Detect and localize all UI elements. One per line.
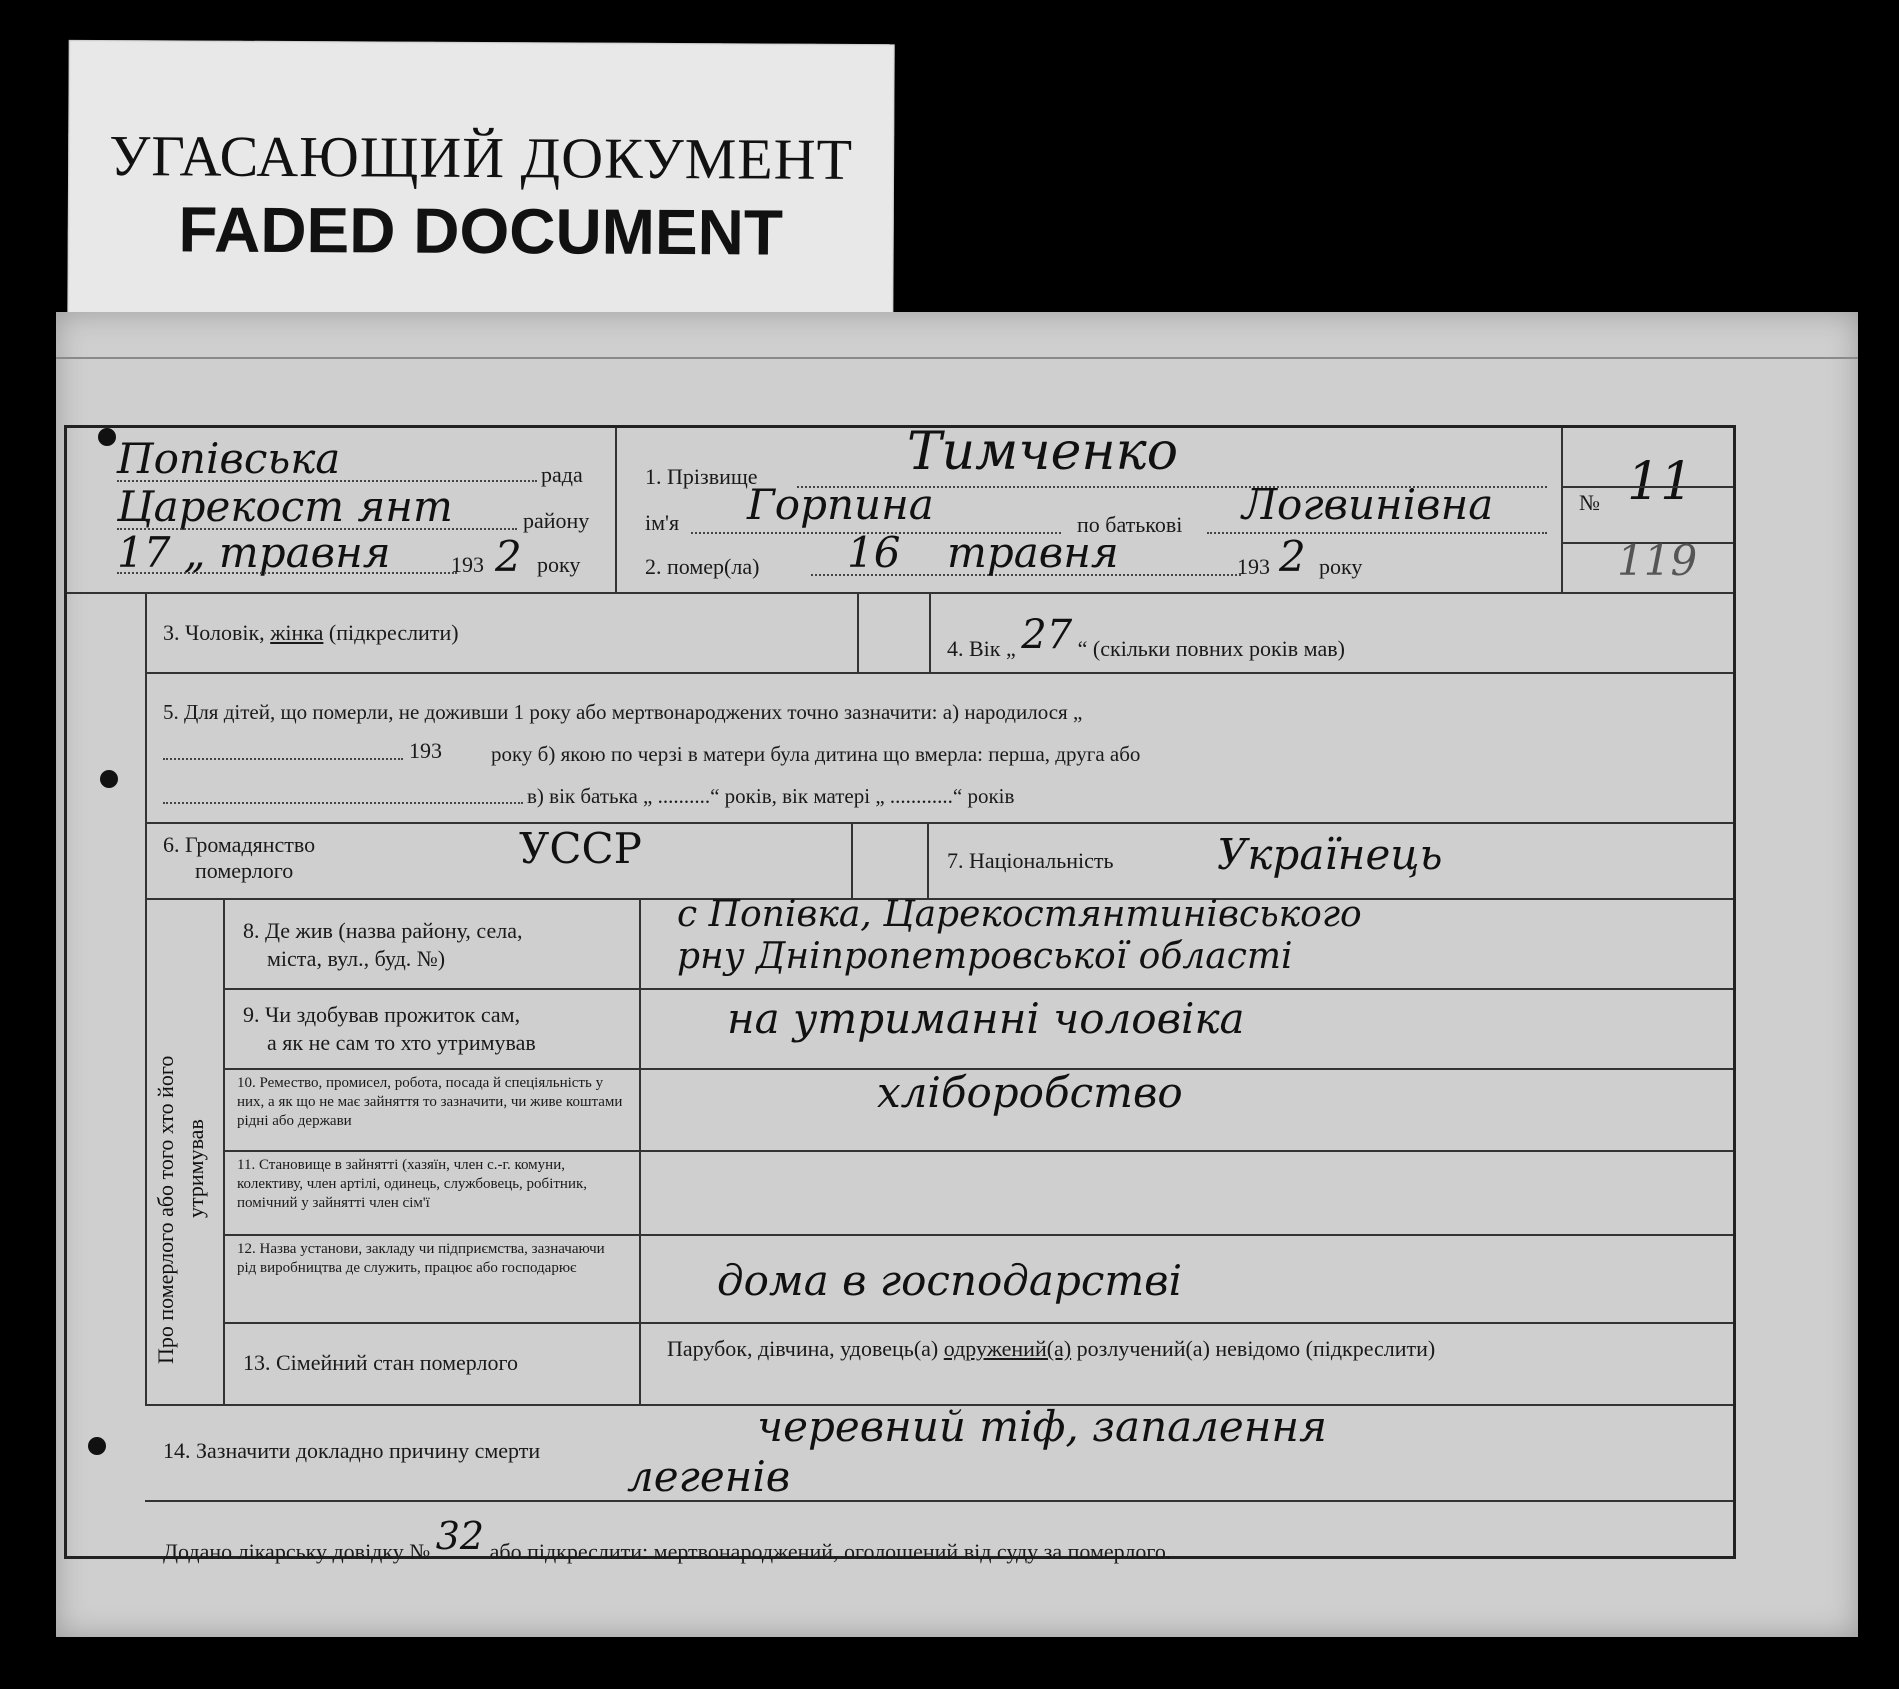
- nationality-value: Українець: [1217, 830, 1443, 879]
- divider: [145, 592, 147, 1404]
- registration-date-value: 17 „ травня: [117, 528, 391, 577]
- year-suffix: року: [537, 552, 581, 577]
- divider: [927, 822, 929, 898]
- raion-label: району: [523, 508, 590, 533]
- field-14-label: 14. Зазначити докладно причину смерти: [163, 1438, 541, 1463]
- divider: [1561, 428, 1563, 592]
- gender-female: жінка: [270, 620, 324, 645]
- patronymic-label: по батькові: [1077, 512, 1183, 537]
- field-5-line3: в) вік батька „ ..........“ років, вік матері „ ............“ років: [527, 784, 1015, 808]
- group-label-line1: Про померлого або того хто його: [153, 1055, 178, 1364]
- divider: [929, 592, 931, 672]
- field-5-line2-blank: [163, 758, 403, 760]
- field-8-label-1: 8. Де жив (назва району, села,: [243, 918, 523, 943]
- footer-text: [163, 1514, 1172, 1568]
- year-digit: 2: [495, 532, 522, 581]
- gender-label: 3. Чоловік,: [163, 620, 265, 645]
- divider: [223, 1150, 1733, 1152]
- divider: [145, 672, 1733, 674]
- field-14-value-1: черевний тіф, запалення: [757, 1402, 1327, 1451]
- field-9-label-1: 9. Чи здобував прожиток сам,: [243, 1002, 521, 1027]
- divider: [67, 592, 1733, 594]
- field-10-value: хліборобство: [877, 1068, 1183, 1117]
- divider: [145, 1500, 1733, 1502]
- number-label: №: [1579, 490, 1600, 515]
- field-5-line2: року б) якою по черзі в матери була дитина що вмерла: перша, друга або: [491, 742, 1141, 766]
- divider: [1561, 486, 1733, 488]
- died-year-digit: 2: [1279, 532, 1306, 581]
- name-value: Горпина: [747, 480, 934, 529]
- name-label: ім'я: [645, 510, 680, 535]
- field-8-value-1: с Попівка, Царекостянтинівського: [677, 894, 1362, 935]
- footer-certificate-number: 32: [435, 1514, 485, 1558]
- faded-document-label: [67, 40, 894, 329]
- form-frame: [64, 422, 1736, 1564]
- divider: [223, 988, 1733, 990]
- year-prefix: 193: [451, 552, 484, 577]
- marital-options-pre: Парубок, дівчина, удовець(а): [667, 1336, 939, 1361]
- died-label: 2. помер(ла): [645, 554, 760, 579]
- citizenship-value: УССР: [519, 824, 642, 873]
- label-english: FADED DOCUMENT: [178, 193, 784, 269]
- field-10-label: 10. Ремество, промисел, робота, посада й спеціяльність у них, а як що не має зайняття то зазначити, чи живе коштами рідні або держави: [237, 1075, 623, 1129]
- divider: [615, 428, 617, 592]
- rada-value: Попівська: [117, 434, 341, 483]
- age-note: “ (скільки повних років мав): [1077, 636, 1345, 661]
- died-year-prefix: 193: [1237, 554, 1270, 579]
- number-value-2: 119: [1617, 536, 1698, 585]
- citizenship-label-1: 6. Громадянство: [163, 832, 316, 857]
- field-4-age: [947, 612, 1345, 666]
- number-value: 11: [1627, 452, 1694, 512]
- field-12-label: 12. Назва установи, закладу чи підприємства, зазначаючи рід виробництва де служить, працює або господарює: [237, 1241, 605, 1276]
- died-year-suffix: року: [1319, 554, 1363, 579]
- field-5-line3-blank: [163, 802, 523, 804]
- age-label: 4. Вік „: [947, 636, 1016, 661]
- field-5-year-prefix: 193: [409, 738, 442, 763]
- label-russian: УГАСАЮЩИЙ ДОКУМЕНТ: [109, 123, 854, 192]
- patronymic-line: [1207, 532, 1547, 534]
- divider: [223, 1322, 1733, 1324]
- patronymic-value: Логвинівна: [1242, 480, 1494, 529]
- citizenship-label-2: померлого: [195, 858, 294, 883]
- marital-options-post: розлучений(а) невідомо (підкреслити): [1076, 1336, 1436, 1361]
- field-3-gender: [163, 620, 459, 646]
- field-13-options: [667, 1336, 1607, 1362]
- field-8-label-2: міста, вул., буд. №): [267, 946, 446, 971]
- field-5-line1: 5. Для дітей, що померли, не доживши 1 року або мертвонароджених точно зазначити: а) народилося „: [163, 700, 1083, 724]
- field-14-value-2: легенів: [627, 1452, 791, 1501]
- divider: [145, 822, 1733, 824]
- field-12-value: дома в господарстві: [717, 1256, 1183, 1305]
- date-line: [117, 572, 457, 574]
- footer-post: або підкреслити: мертвонароджений, оголошений від суду за померлого.: [489, 1539, 1172, 1564]
- card-fold-line: [56, 357, 1858, 359]
- surname-label: 1. Прізвище: [645, 464, 758, 489]
- rada-label: рада: [541, 462, 583, 487]
- died-month: травня: [947, 528, 1119, 577]
- group-label-line2: утримував: [183, 1119, 208, 1218]
- field-9-value: на утриманні чоловіка: [727, 994, 1245, 1043]
- marital-married: одружений(а): [943, 1336, 1072, 1361]
- age-value: 27: [1021, 612, 1073, 658]
- field-9-label-2: а як не сам то хто утримував: [267, 1030, 536, 1055]
- surname-value: Тимченко: [907, 422, 1179, 482]
- footer-pre: Додано лікарську довідку №: [163, 1539, 431, 1564]
- divider: [857, 592, 859, 672]
- field-11-label: 11. Становище в зайнятті (хазяїн, член с.-г. комуни, колективу, член артілі, одинець, службовець, робітник, помічний у зайнятті член сім'ї: [237, 1157, 588, 1211]
- divider: [851, 822, 853, 898]
- field-8-value-2: рну Дніпропетровської області: [677, 936, 1293, 977]
- field-13-label: 13. Сімейний стан померлого: [243, 1350, 518, 1375]
- raion-value: Царекост янт: [117, 482, 453, 531]
- died-day: 16: [847, 528, 901, 577]
- divider: [223, 1234, 1733, 1236]
- nationality-label: 7. Національність: [947, 848, 1114, 873]
- gender-note: (підкреслити): [328, 620, 459, 645]
